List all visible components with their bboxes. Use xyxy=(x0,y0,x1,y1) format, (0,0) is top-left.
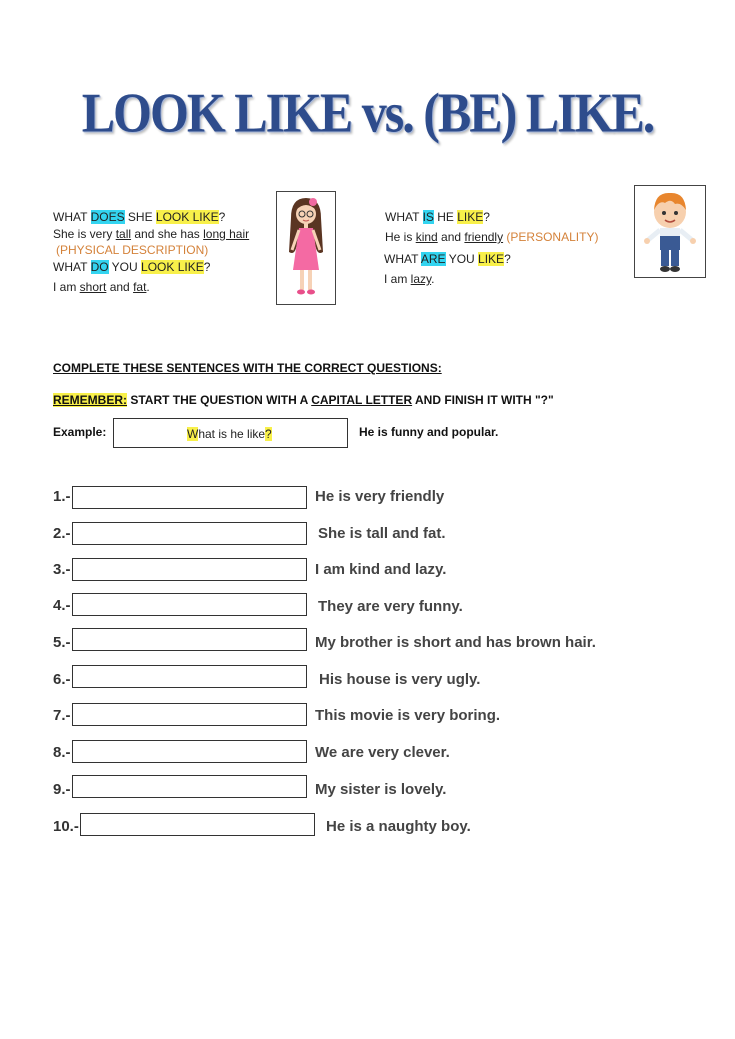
example-box xyxy=(113,418,348,448)
left-sentence-2: I am short and fat. xyxy=(53,280,150,294)
exercise-9-answer: My sister is lovely. xyxy=(315,781,447,798)
exercise-2-number: 2.- xyxy=(53,525,71,542)
exercise-2-input[interactable] xyxy=(72,522,307,545)
exercise-2-answer: She is tall and fat. xyxy=(318,525,446,542)
left-sentence-1: She is very tall and she has long hair xyxy=(53,227,250,241)
right-question-1: WHAT IS HE LIKE? xyxy=(385,210,490,224)
exercise-4-number: 4.- xyxy=(53,597,71,614)
exercise-4-input[interactable] xyxy=(72,593,307,616)
exercise-1-input[interactable] xyxy=(72,486,307,509)
exercise-10-answer: He is a naughty boy. xyxy=(326,818,471,835)
exercise-5-input[interactable] xyxy=(72,628,307,651)
right-sentence-1: He is kind and friendly (PERSONALITY) xyxy=(385,230,599,244)
girl-image xyxy=(276,191,336,305)
exercise-3-answer: I am kind and lazy. xyxy=(315,561,447,578)
example-answer: He is funny and popular. xyxy=(359,425,499,439)
page-title: LOOK LIKE vs. (BE) LIKE. xyxy=(81,81,654,144)
exercise-8-number: 8.- xyxy=(53,744,71,761)
exercise-9-input[interactable] xyxy=(72,775,307,798)
exercise-10-input[interactable] xyxy=(80,813,315,836)
left-question-2: WHAT DO YOU LOOK LIKE? xyxy=(53,260,211,274)
exercise-3-input[interactable] xyxy=(72,558,307,581)
right-question-2: WHAT ARE YOU LIKE? xyxy=(384,252,511,266)
example-question: What is he like? xyxy=(187,427,272,441)
exercise-6-input[interactable] xyxy=(72,665,307,688)
exercise-1-number: 1.- xyxy=(53,488,71,505)
remember-note: REMEMBER: START THE QUESTION WITH A CAPITAL LETTER AND FINISH IT WITH "?" xyxy=(53,393,554,407)
instructions-heading: COMPLETE THESE SENTENCES WITH THE CORRECT QUESTIONS: xyxy=(53,361,442,375)
exercise-8-input[interactable] xyxy=(72,740,307,763)
exercise-6-number: 6.- xyxy=(53,671,71,688)
boy-image xyxy=(634,185,706,278)
exercise-7-number: 7.- xyxy=(53,707,71,724)
exercise-8-answer: We are very clever. xyxy=(315,744,450,761)
exercise-1-answer: He is very friendly xyxy=(315,488,445,505)
exercise-7-input[interactable] xyxy=(72,703,307,726)
left-question-1: WHAT DOES SHE LOOK LIKE? xyxy=(53,210,226,224)
exercise-4-answer: They are very funny. xyxy=(318,598,463,615)
exercise-5-number: 5.- xyxy=(53,634,71,651)
exercise-3-number: 3.- xyxy=(53,561,71,578)
exercise-10-number: 10.- xyxy=(53,818,79,835)
exercise-7-answer: This movie is very boring. xyxy=(315,707,501,724)
exercise-5-answer: My brother is short and has brown hair. xyxy=(315,634,596,651)
example-label: Example: xyxy=(53,425,107,439)
right-sentence-2: I am lazy. xyxy=(384,272,435,286)
exercise-9-number: 9.- xyxy=(53,781,71,798)
exercise-6-answer: His house is very ugly. xyxy=(319,671,481,688)
physical-description-note: (PHYSICAL DESCRIPTION) xyxy=(56,243,209,257)
